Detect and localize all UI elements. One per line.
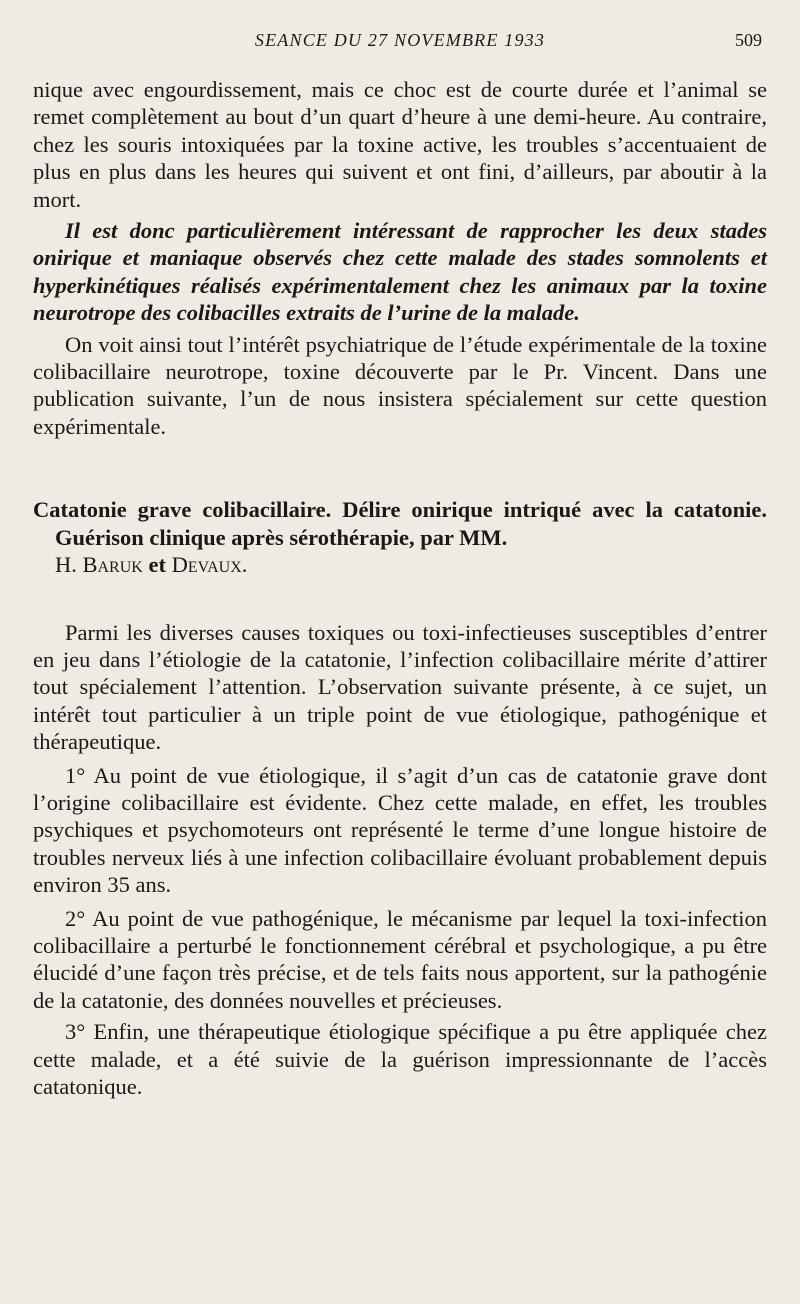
author-devaux: Devaux. xyxy=(171,552,248,578)
paragraph-continuation: nique avec engourdissement, mais ce choc est de courte durée et l’animal se remet complètement au bout d’un quart d’heure à une demi-heure. Au contraire, chez les souris intoxiquées par la toxine active, les troubles s’accentuaient de plus en plus dans les heures qui suivent et ont fini, d’ailleurs, par aboutir à la mort. xyxy=(33,77,767,212)
paragraph-point-1: 1° Au point de vue étiologique, il s’agit d’un cas de catatonie grave dont l’origine colibacillaire est évidente. Chez cette malade, en effet, les troubles psychiques et psychomoteurs ont représenté le terme d’une longue histoire de troubles nerveux liés à une infection colibacillaire évoluant probablement depuis environ 35 ans. xyxy=(33,762,767,898)
author-baruk: H. Baruk xyxy=(55,552,143,578)
paragraph-point-3: 3° Enfin, une thérapeutique étiologique spécifique a pu être appliquée chez cette malade, et a été suivie de la guérison impressionnante de l’accès catatonique. xyxy=(33,1019,767,1099)
paragraph-point-2: 2° Au point de vue pathogénique, le mécanisme par lequel la toxi-infection colibacillaire a perturbé le fonctionnement cérébral et psychologique, a pu être élucidé d’une façon très précise, et de tels faits nous apportent, sur la pathogénie de la catatonie, des données nouvelles et précieuses. xyxy=(33,905,767,1013)
page-header xyxy=(0,30,800,56)
body-text xyxy=(33,76,767,1100)
paragraph-intro: Parmi les diverses causes toxiques ou toxi-infectieuses susceptibles d’entrer en jeu dans l’étiologie de la catatonie, l’infection colibacillaire mérite d’attirer tout spécialement l’attention. L’observation suivante présente, à ce sujet, un intérêt tout particulier à un triple point de vue étiologique, pathogénique et thérapeutique. xyxy=(33,619,767,755)
page-number: 509 xyxy=(735,30,762,50)
author-conjunction: et xyxy=(148,552,166,578)
paragraph-conclusion: On voit ainsi tout l’intérêt psychiatrique de l’étude expérimentale de la toxine colibacillaire neurotrope, toxine découverte par le Pr. Vincent. Dans une publication suivante, l’un de nous insistera spécialement sur cette question expérimentale. xyxy=(33,331,767,439)
article-title xyxy=(33,496,767,578)
paragraph-emphasis: Il est donc particulièrement intéressant de rapprocher les deux stades onirique et maniaque observés chez cette malade des stades somnolents et hyperkinétiques réalisés expérimentalement chez les animaux par la toxine neurotrope des colibacilles extraits de l’urine de la malade. xyxy=(33,218,767,326)
article-title-text: Catatonie grave colibacillaire. Délire onirique intriqué avec la catatonie. Guérison clinique après sérothérapie, par MM. xyxy=(33,497,767,550)
running-title: SEANCE DU 27 NOVEMBRE 1933 xyxy=(254,30,546,50)
